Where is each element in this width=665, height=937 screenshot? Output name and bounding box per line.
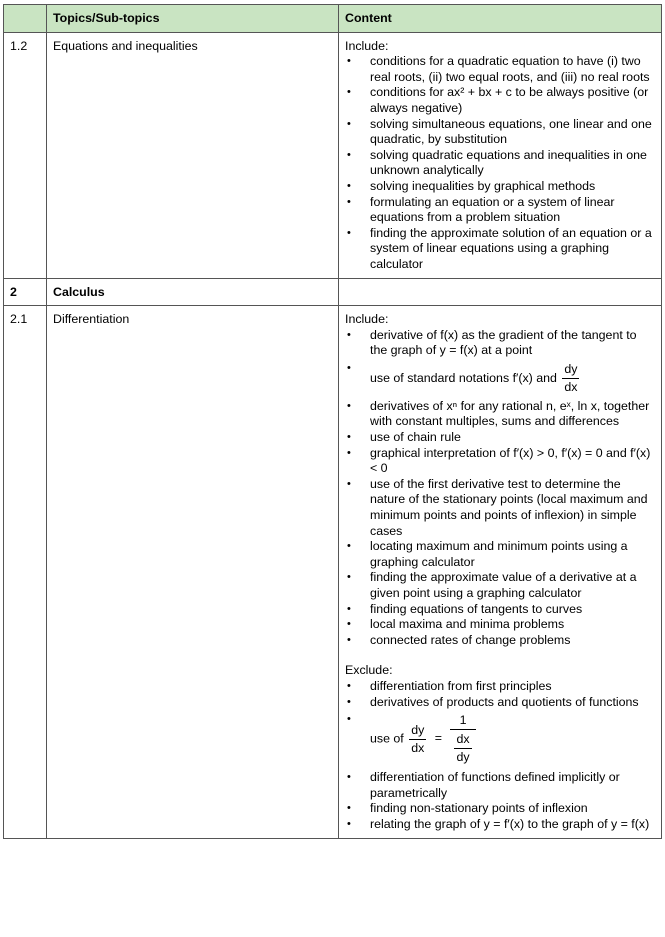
list-item: • solving simultaneous equations, one linear and one quadratic, by substitution (345, 117, 655, 148)
list-item: • graphical interpretation of f′(x) > 0, f′(x) = 0 and f′(x) < 0 (345, 446, 655, 477)
header-topics: Topics/Sub-topics (47, 5, 339, 33)
table-row (4, 32, 662, 278)
list-item: • solving inequalities by graphical methods (345, 179, 655, 195)
header-content: Content (339, 5, 662, 33)
list-item-text: use of standard notations f′(x) and (370, 370, 557, 385)
row-topic: Calculus (47, 278, 339, 306)
list-item: • connected rates of change problems (345, 633, 655, 649)
list-item (345, 712, 655, 766)
row-number: 2 (4, 278, 47, 306)
list-item: • finding the approximate solution of an equation or a system of linear equations using a graphing calculator (345, 226, 655, 273)
include-list (345, 54, 655, 272)
list-item: • differentiation from first principles (345, 679, 655, 695)
fraction-numerator: dx (454, 731, 471, 749)
syllabus-table (3, 4, 662, 839)
include-list (345, 328, 655, 649)
list-item: • use of chain rule (345, 430, 655, 446)
list-item: • differentiation of functions defined implicitly or parametrically (345, 770, 655, 801)
table-row (4, 278, 662, 306)
table-row (4, 306, 662, 838)
exclude-list (345, 679, 655, 833)
list-item: • local maxima and minima problems (345, 617, 655, 633)
list-item (345, 361, 655, 396)
inner-fraction (454, 731, 471, 766)
row-topic: Equations and inequalities (47, 32, 339, 278)
list-item: • derivative of f(x) as the gradient of the tangent to the graph of y = f(x) at a point (345, 328, 655, 359)
row-number: 1.2 (4, 32, 47, 278)
list-item: • finding equations of tangents to curves (345, 602, 655, 618)
list-item: • formulating an equation or a system of linear equations from a problem situation (345, 195, 655, 226)
fraction-denominator: dy (456, 750, 470, 765)
list-item: • locating maximum and minimum points using a graphing calculator (345, 539, 655, 570)
header-row (4, 5, 662, 33)
list-item: • conditions for a quadratic equation to have (i) two real roots, (ii) two equal roots, and (iii) no real roots (345, 54, 655, 85)
row-content (339, 32, 662, 278)
exclude-label: Exclude: (345, 663, 393, 678)
fraction-numerator: dy (562, 361, 579, 379)
fraction-denominator (450, 730, 475, 766)
fraction-numerator: 1 (450, 712, 475, 730)
fraction-denominator: dx (411, 740, 425, 755)
row-number: 2.1 (4, 306, 47, 838)
list-item: • conditions for ax² + bx + c to be always positive (or always negative) (345, 85, 655, 116)
derivative-fraction (562, 361, 579, 396)
include-label: Include: (345, 312, 389, 327)
include-label: Include: (345, 38, 389, 53)
list-item: • use of the first derivative test to determine the nature of the stationary points (local maximum and minimum points and points of inflexion) in simple cases (345, 477, 655, 539)
fraction-denominator: dx (564, 379, 578, 394)
row-content (339, 306, 662, 838)
header-number-cell (4, 5, 47, 33)
fraction-numerator: dy (409, 722, 426, 740)
reciprocal-fraction (450, 712, 475, 766)
list-item: • derivatives of products and quotients of functions (345, 695, 655, 711)
list-item-text: use of (370, 731, 404, 746)
list-item: • derivatives of xⁿ for any rational n, eˣ, ln x, together with constant multiples, sums and differences (345, 399, 655, 430)
row-content (339, 278, 662, 306)
list-item: • relating the graph of y = f′(x) to the graph of y = f(x) (345, 817, 655, 833)
list-item: • finding the approximate value of a derivative at a given point using a graphing calculator (345, 570, 655, 601)
list-item: • solving quadratic equations and inequalities in one unknown analytically (345, 148, 655, 179)
row-topic: Differentiation (47, 306, 339, 838)
equals-sign: = (434, 731, 443, 746)
list-item: • finding non-stationary points of inflexion (345, 801, 655, 817)
derivative-fraction (409, 722, 426, 757)
